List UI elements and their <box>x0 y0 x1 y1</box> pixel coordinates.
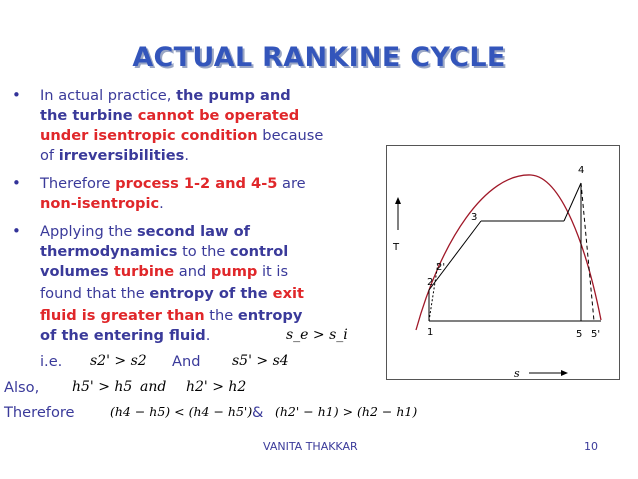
bullet-3-line-6: of the entering fluid. <box>40 327 211 344</box>
footer-author: VANITA THAKKAR <box>263 440 358 453</box>
ie-and: And <box>172 353 201 370</box>
bullet-3-line-1: Applying the second law of <box>40 223 250 240</box>
also-expression-2: h2' > h2 <box>186 379 247 395</box>
point-label-2prime: 2' <box>436 262 446 273</box>
point-label-2: 2 <box>427 277 434 288</box>
therefore-expression-2: (h2' − h1) > (h2 − h1) <box>275 404 418 419</box>
therefore-amp: & <box>252 404 264 421</box>
ie-expression-2: s5' > s4 <box>232 353 289 369</box>
s-axis-label: s <box>514 367 520 380</box>
point-label-5: 5 <box>576 329 583 340</box>
page-number: 10 <box>584 440 598 453</box>
ie-expression-1: s2' > s2 <box>90 353 147 369</box>
bullet-3-line-2: thermodynamics to the control <box>40 243 289 260</box>
t-axis-label: T <box>393 242 400 253</box>
ie-label: i.e. <box>40 353 63 370</box>
also-expression-1: h5' > h5 <box>72 379 133 395</box>
bullet-dot: • <box>12 86 21 104</box>
bullet-3-line-4: found that the entropy of the exit <box>40 285 304 302</box>
also-and: and <box>140 379 167 395</box>
ts-diagram <box>386 145 620 380</box>
therefore-label: Therefore <box>4 404 75 421</box>
bullet-3-line-5: fluid is greater than the entropy <box>40 307 303 324</box>
bullet-2-line-2: non-isentropic. <box>40 195 164 212</box>
point-label-4: 4 <box>578 165 585 176</box>
bullet-dot: • <box>12 222 21 240</box>
entropy-relation: s_e > s_i <box>286 327 348 343</box>
bullet-3-line-3: volumes turbine and pump it is <box>40 263 289 280</box>
point-label-1: 1 <box>427 327 434 338</box>
slide-title: ACTUAL RANKINE CYCLE <box>132 42 506 73</box>
bullet-1-line-1: In actual practice, the pump and <box>40 87 291 104</box>
diagram-frame <box>387 146 620 380</box>
bullet-2-line-1: Therefore process 1-2 and 4-5 are <box>40 175 306 192</box>
bullet-1-line-4: of irreversibilities. <box>40 147 189 164</box>
also-label: Also, <box>4 379 40 396</box>
bullet-1-line-3: under isentropic condition because <box>40 127 324 144</box>
therefore-expression-1: (h4 − h5) < (h4 − h5') <box>110 404 253 419</box>
bullet-1-line-2: the turbine cannot be operated <box>40 107 300 124</box>
point-label-5prime: 5' <box>591 329 601 340</box>
point-label-3: 3 <box>471 212 478 223</box>
bullet-dot: • <box>12 174 21 192</box>
